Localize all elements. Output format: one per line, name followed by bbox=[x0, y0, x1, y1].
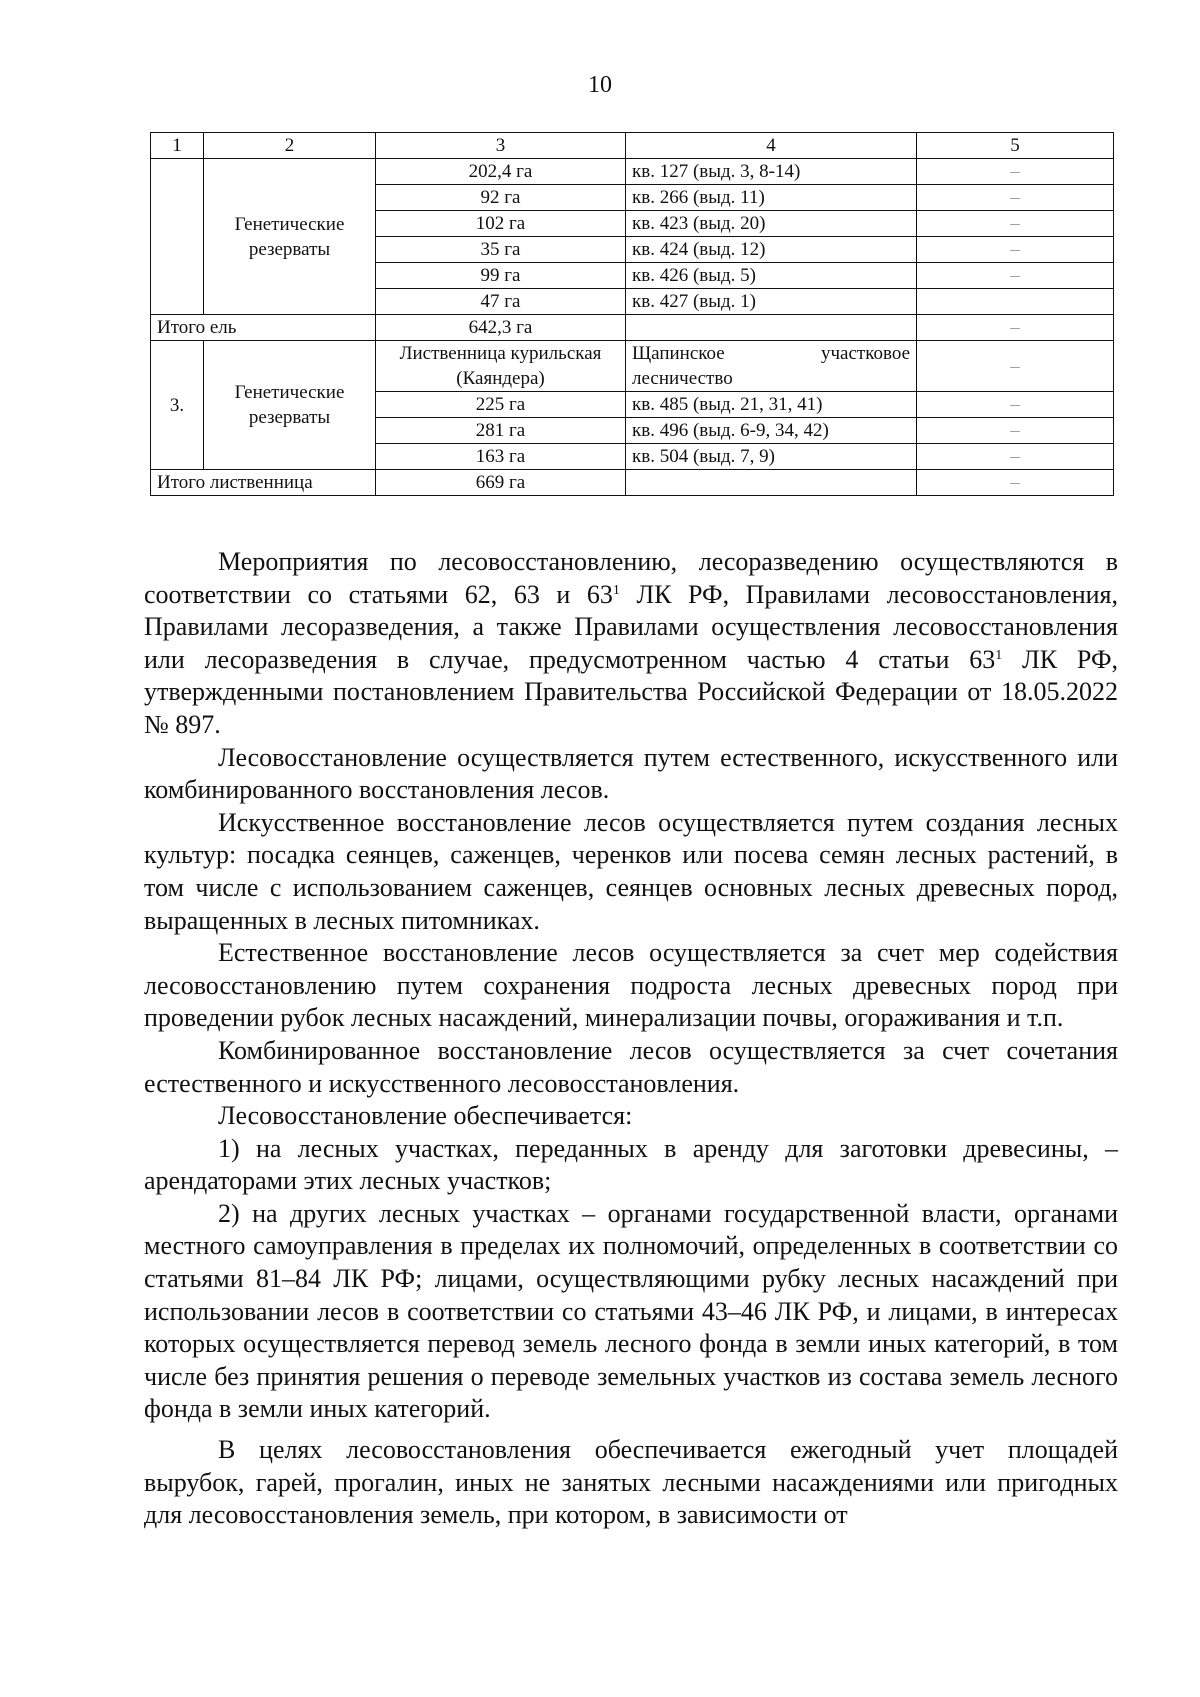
location-cell: кв. 423 (выд. 20) bbox=[626, 211, 917, 237]
area-cell: 281 га bbox=[376, 418, 626, 444]
dash-cell: – bbox=[917, 185, 1114, 211]
location-cell: кв. 485 (выд. 21, 31, 41) bbox=[626, 392, 917, 418]
total-location-cell bbox=[626, 315, 917, 341]
page-number: 10 bbox=[588, 72, 612, 98]
superscript: 1 bbox=[612, 582, 620, 598]
table-header-row bbox=[151, 133, 1114, 159]
table-total-row bbox=[151, 315, 1114, 341]
dash-cell: – bbox=[917, 418, 1114, 444]
paragraph-text: ЛК РФ, Правилами лесовосстановления, Правилами лесоразведения, а также Правилами осуществления лесовосстановления или лесоразведения в случае, предусмотренном частью 4 статьи 63 bbox=[144, 579, 1118, 674]
area-cell: 92 га bbox=[376, 185, 626, 211]
paragraph: В целях лесовосстановления обеспечивается ежегодный учет площадей вырубок, гарей, прогалин, иных не занятых лесными насаждениями или пригодных для лесовосстановления земель, при котором, в зависимости от bbox=[144, 1435, 1118, 1530]
reserve-type-cell: Генетические резерваты bbox=[204, 341, 376, 470]
paragraph: Естественное восстановление лесов осуществляется за счет мер содействия лесовосстановлению путем сохранения подроста лесных древесных пород при проведении рубок лесных насаждений, минерализации почвы, огораживания и т.п. bbox=[144, 938, 1118, 1033]
location-cell: кв. 266 (выд. 11) bbox=[626, 185, 917, 211]
dash-cell: – bbox=[917, 444, 1114, 470]
species-cell: Лиственница курильская (Каяндера) bbox=[376, 341, 626, 392]
paragraph bbox=[144, 546, 1118, 742]
dash-cell: – bbox=[917, 263, 1114, 289]
forest-reserves-table bbox=[150, 132, 1114, 496]
number-cell bbox=[151, 159, 204, 315]
header-cell: 1 bbox=[151, 133, 204, 159]
reserve-type-cell: Генетические резерваты bbox=[204, 159, 376, 315]
dash-cell: – bbox=[917, 211, 1114, 237]
dash-cell: – bbox=[917, 159, 1114, 185]
area-cell: 202,4 га bbox=[376, 159, 626, 185]
paragraph: 2) на других лесных участках – органами государственной власти, органами местного самоуправления в пределах их полномочий, определенных в соответствии со статьями 81–84 ЛК РФ; лицами, осуществляющими рубку лесных насаждений при использовании лесов в соответствии со статьями 43–46 ЛК РФ, и лицами, в интересах которых осуществляется перевод земель лесного фонда в земли иных категорий, в том числе без принятия решения о переводе земельных участков из состава земель лесного фонда в земли иных категорий. bbox=[144, 1198, 1118, 1424]
total-location-cell bbox=[626, 470, 917, 496]
paragraph: Комбинированное восстановление лесов осуществляется за счет сочетания естественного и искусственного лесовосстановления. bbox=[144, 1035, 1118, 1098]
dash-cell: – bbox=[917, 341, 1114, 392]
header-cell: 5 bbox=[917, 133, 1114, 159]
total-area-cell: 642,3 га bbox=[376, 315, 626, 341]
area-cell: 102 га bbox=[376, 211, 626, 237]
paragraph: Искусственное восстановление лесов осуществляется путем создания лесных культур: посадка сеянцев, саженцев, черенков или посева семян лесных растений, в том числе с использованием саженцев, сеянцев основных лесных древесных пород, выращенных в лесных питомниках. bbox=[144, 807, 1118, 935]
location-cell: кв. 424 (выд. 12) bbox=[626, 237, 917, 263]
paragraph: Лесовосстановление обеспечивается: bbox=[218, 1101, 633, 1131]
total-area-cell: 669 га bbox=[376, 470, 626, 496]
location-cell: кв. 127 (выд. 3, 8-14) bbox=[626, 159, 917, 185]
area-cell: 47 га bbox=[376, 289, 626, 315]
forestry-line-2: лесничество bbox=[632, 368, 733, 389]
location-cell: кв. 504 (выд. 7, 9) bbox=[626, 444, 917, 470]
total-label-cell: Итого лиственница bbox=[151, 470, 376, 496]
dash-cell bbox=[917, 289, 1114, 315]
forestry-cell bbox=[626, 341, 917, 392]
location-cell: кв. 427 (выд. 1) bbox=[626, 289, 917, 315]
area-cell: 225 га bbox=[376, 392, 626, 418]
table-row bbox=[151, 341, 1114, 392]
area-cell: 99 га bbox=[376, 263, 626, 289]
dash-cell: – bbox=[917, 392, 1114, 418]
paragraph-text: ЛК РФ, утвержденными постановлением Правительства Российской Федерации от 18.05.2022 № 897. bbox=[144, 644, 1118, 739]
header-cell: 3 bbox=[376, 133, 626, 159]
location-cell: кв. 426 (выд. 5) bbox=[626, 263, 917, 289]
location-cell: кв. 496 (выд. 6-9, 34, 42) bbox=[626, 418, 917, 444]
number-cell: 3. bbox=[151, 341, 204, 470]
dash-cell: – bbox=[917, 470, 1114, 496]
dash-cell: – bbox=[917, 315, 1114, 341]
table-row bbox=[151, 159, 1114, 185]
area-cell: 35 га bbox=[376, 237, 626, 263]
paragraph: 1) на лесных участках, переданных в аренду для заготовки древесины, – арендаторами этих лесных участков; bbox=[144, 1133, 1118, 1196]
paragraph-text: Мероприятия по лесовосстановлению, лесоразведению осуществляются в соответствии со статьями 62, 63 и 63 bbox=[144, 547, 1118, 609]
superscript: 1 bbox=[995, 647, 1003, 663]
dash-cell: – bbox=[917, 237, 1114, 263]
forestry-kind: участковое bbox=[821, 343, 910, 364]
area-cell: 163 га bbox=[376, 444, 626, 470]
forestry-name: Щапинское bbox=[632, 343, 725, 364]
header-cell: 4 bbox=[626, 133, 917, 159]
header-cell: 2 bbox=[204, 133, 376, 159]
total-label-cell: Итого ель bbox=[151, 315, 376, 341]
forestry-line-1 bbox=[632, 341, 910, 366]
table-total-row bbox=[151, 470, 1114, 496]
body-text bbox=[144, 546, 1118, 1532]
paragraph: Лесовосстановление осуществляется путем естественного, искусственного или комбинированного восстановления лесов. bbox=[144, 742, 1118, 805]
